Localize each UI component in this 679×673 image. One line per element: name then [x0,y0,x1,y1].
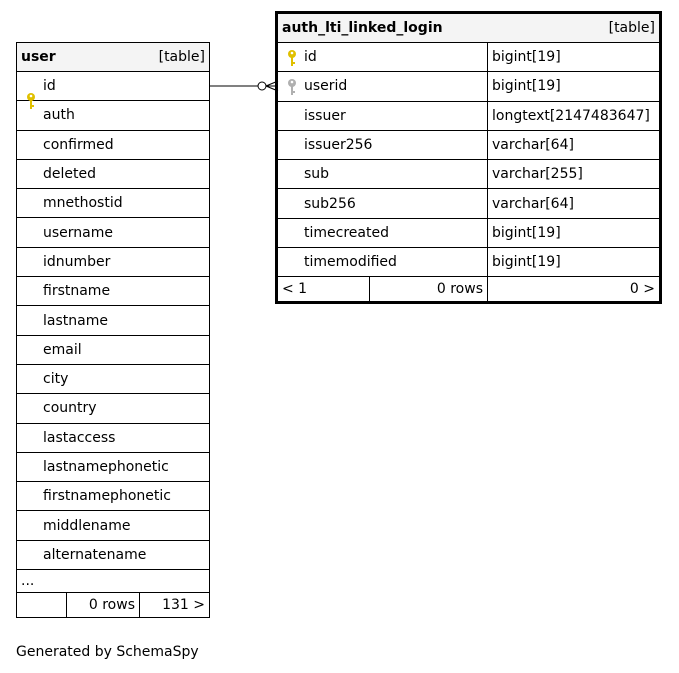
lti-column-name: sub [304,166,330,183]
lti-column-name: issuer256 [304,137,373,154]
lti-column-name: timemodified [304,254,397,271]
lti-column-type: bigint[19] [492,224,561,241]
user-table-kind: [table] [158,49,205,65]
lti-column-type: varchar[64] [492,195,574,212]
user-column-name: lastnamephonetic [43,459,169,475]
generated-by-label: Generated by SchemaSpy [16,644,199,660]
crowfoot-marker [266,81,278,86]
user-footer-rows: 0 rows [67,593,140,617]
user-column-name: email [43,341,82,358]
lti-column-type: longtext[2147483647] [492,107,650,124]
user-column-name: auth [43,107,75,124]
user-column-name: lastname [43,312,108,329]
user-column-name: id [43,78,56,95]
user-column-name: country [43,400,97,417]
lti-footer-rows: 0 rows [370,277,488,301]
zero-optional-marker [258,82,266,90]
user-column-name: firstname [43,283,111,300]
user-table-name: user [21,49,56,65]
lti-table-name: auth_lti_linked_login [282,20,443,36]
lti-table-kind: [table] [608,20,655,36]
user-column-name: confirmed [43,136,114,153]
lti-footer-children[interactable]: 0 > [629,281,655,298]
user-table-ellipsis: ... [17,570,209,593]
user-column-name: username [43,224,113,241]
user-footer-children[interactable]: 131 > [162,597,205,614]
user-column-name: city [43,371,69,388]
lti-column-name: sub256 [304,195,356,212]
user-column-name: alternatename [43,546,147,563]
lti-column-name: issuer [304,107,346,124]
lti-column-name: userid [304,78,348,95]
user-column-name: idnumber [43,253,111,270]
lti-footer-parents[interactable]: < 1 [278,277,370,301]
user-column-name: firstnamephonetic [43,488,171,505]
lti-column-type: bigint[19] [492,49,561,66]
user-column-name: deleted [43,166,96,183]
user-column-name: middlename [43,517,131,534]
lti-column-name: timecreated [304,224,389,241]
user-column-name: mnethostid [43,195,123,212]
lti-column-type: bigint[19] [492,78,561,95]
user-column-name: lastaccess [43,429,116,446]
lti-column-type: bigint[19] [492,254,561,271]
lti-column-type: varchar[255] [492,166,583,183]
lti-column-name: id [304,49,317,66]
lti-column-type: varchar[64] [492,137,574,154]
